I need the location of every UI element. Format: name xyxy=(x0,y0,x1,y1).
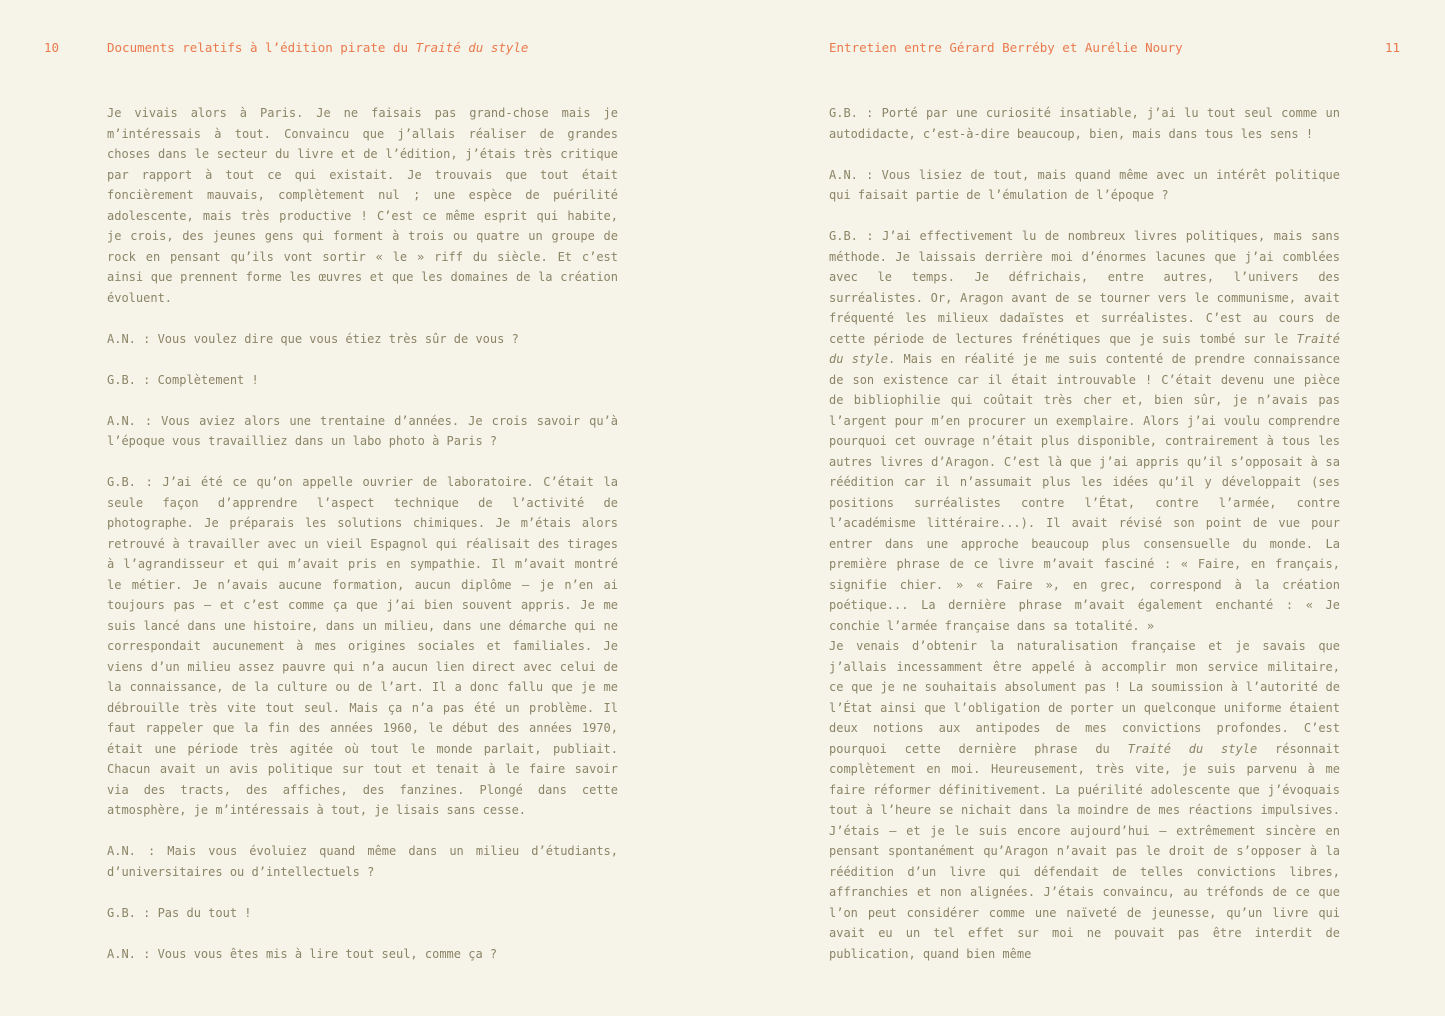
text-run: . Mais en réalité je me suis contenté de prendre connaissance de son existence car il était introuvable ! C’était devenu une pièce de bibliophilie qui coûtait très cher et, bien sûr, je n’avais pas l’argent pour m’en procurer un exemplaire. Alors j’ai voulu comprendre pourquoi cet ouvrage n’était plus disponible, contrairement à tous les autres livres d’Aragon. C’est là que j’ai appris qu’il s’opposait à sa réédition car il n’assumait plus les idées qu’il y développait (ses positions surréalistes contre l’État, contre l’armée, contre l’académisme littéraire...). Il avait révisé son point de vue pour entrer dans une approche beaucoup plus consensuelle du monde. La première phrase de ce livre m’avait fasciné : « Faire, en français, signifie chier. » « Faire », en grec, correspond à la création poétique... La dernière phrase m’avait également enchanté : « Je conchie l’armée française dans sa totalité. » xyxy=(829,352,1341,633)
running-head-left xyxy=(107,40,528,55)
text-run: A.N. : Mais vous évoluiez quand même dans un milieu d’étudiants, d’universitaires ou d’intellectuels ? xyxy=(107,844,618,879)
text-run: résonnait complètement en moi. Heureusement, très vite, je suis parvenu à me faire réformer définitivement. La puérilité adolescente que j’évoquais tout à l’heure se nichait dans la moindre de mes réactions impulsives. J’étais — et je le suis encore aujourd’hui — extrêmement sincère en pensant spontanément qu’Aragon n’avait pas le droit de s’opposer à la réédition d’un livre qui défendait de telles convictions libres, affranchies et non alignées. J’étais convaincu, au tréfonds de ce que l’on peut considérer comme une naïveté de jeunesse, qu’un livre qui avait eu un tel effet sur moi ne pouvait pas être interdit de publication, quand bien même xyxy=(829,741,1341,961)
left-page-text-column xyxy=(107,103,618,964)
running-head-right xyxy=(829,40,1183,55)
text-run: Documents relatifs à l’édition pirate du xyxy=(107,40,416,55)
text-run: G.B. : Pas du tout ! xyxy=(107,905,252,920)
page-number-left: 10 xyxy=(44,40,60,55)
paragraph xyxy=(829,103,1340,144)
text-run: Je venais d’obtenir la naturalisation française et je savais que j’allais incessamment être appelé à accomplir mon service militaire, ce que je ne souhaitais absolument pas ! La soumission à l’autorité de l’État ainsi que l’obligation de porter un quelconque uniforme étaient deux notions aux antipodes de mes convictions profondes. C’est pourquoi cette dernière phrase du xyxy=(829,639,1340,756)
paragraph xyxy=(107,841,618,882)
text-run: G.B. : J’ai effectivement lu de nombreux livres politiques, mais sans méthode. Je laissais derrière moi d’énormes lacunes que j’ai comblées avec le temps. Je défrichais, entre autres, l’univers des surréalistes. Or, Aragon avant de se tourner vers le communisme, avait fréquenté les milieux dadaïstes et surréalistes. C’est au cours de cette période de lectures frénétiques que je suis tombé sur le xyxy=(829,229,1340,346)
paragraph xyxy=(107,103,618,308)
right-page-text-column xyxy=(829,103,1340,964)
paragraph xyxy=(829,165,1340,206)
italic-text: Traité du style xyxy=(1127,741,1258,756)
paragraph xyxy=(829,226,1340,636)
paragraph xyxy=(107,944,618,965)
page-number-right: 11 xyxy=(1385,40,1401,55)
text-run: G.B. : Complètement ! xyxy=(107,372,259,387)
paragraph xyxy=(107,370,618,391)
paragraph xyxy=(829,636,1340,964)
text-run: Entretien entre Gérard Berréby et Aurélie Noury xyxy=(829,40,1183,55)
text-run: A.N. : Vous aviez alors une trentaine d’années. Je crois savoir qu’à l’époque vous travailliez dans un labo photo à Paris ? xyxy=(107,413,618,448)
text-run: G.B. : Porté par une curiosité insatiable, j’ai lu tout seul comme un autodidacte, c’est-à-dire beaucoup, bien, mais dans tous les sens ! xyxy=(829,106,1340,141)
italic-text: Traité du style xyxy=(829,331,1340,366)
text-run: A.N. : Vous voulez dire que vous étiez très sûr de vous ? xyxy=(107,331,519,346)
text-run: Je vivais alors à Paris. Je ne faisais pas grand-chose mais je m’intéressais à tout. Convaincu que j’allais réaliser de grandes choses dans le secteur du livre et de l’édition, j’étais très critique par rapport à tout ce qui existait. Je trouvais que tout était foncièrement mauvais, complètement nul ; une espèce de puérilité adolescente, mais très productive ! C’est ce même esprit qui habite, je crois, des jeunes gens qui forment à trois ou quatre un groupe de rock en pensant qu’ils vont sortir « le » riff du siècle. Et c’est ainsi que prennent forme les œuvres et que les domaines de la création évoluent. xyxy=(107,106,618,305)
paragraph xyxy=(107,903,618,924)
text-run: A.N. : Vous vous êtes mis à lire tout seul, comme ça ? xyxy=(107,946,498,961)
paragraph xyxy=(107,411,618,452)
italic-text: Traité du style xyxy=(415,40,529,55)
text-run: A.N. : Vous lisiez de tout, mais quand même avec un intérêt politique qui faisait partie de l’émulation de l’époque ? xyxy=(829,167,1340,202)
text-run: G.B. : J’ai été ce qu’on appelle ouvrier de laboratoire. C’était la seule façon d’apprendre l’aspect technique de l’activité de photographe. Je préparais les solutions chimiques. Je m’étais alors retrouvé à travailler avec un vieil Espagnol qui réalisait des tirages à l’agrandisseur et qui m’avait pris en sympathie. Il m’avait montré le métier. Je n’avais aucune formation, aucun diplôme — je n’en ai toujours pas — et c’est comme ça que j’ai bien souvent appris. Je me suis lancé dans une histoire, dans un milieu, dans une démarche qui ne correspondait aucunement à mes origines sociales et familiales. Je viens d’un milieu assez pauvre qui n’a aucun lien direct avec celui de la connaissance, de la culture ou de l’art. Il a donc fallu que je me débrouille très vite tout seul. Mais ça n’a pas été un problème. Il faut rappeler que la fin des années 1960, le début des années 1970, était une période très agitée où tout le monde parlait, publiait. Chacun avait un avis politique sur tout et tenait à le faire savoir via des tracts, des affiches, des fanzines. Plongé dans cette atmosphère, je m’intéressais à tout, je lisais sans cesse. xyxy=(107,475,618,817)
paragraph xyxy=(107,329,618,350)
paragraph xyxy=(107,472,618,821)
